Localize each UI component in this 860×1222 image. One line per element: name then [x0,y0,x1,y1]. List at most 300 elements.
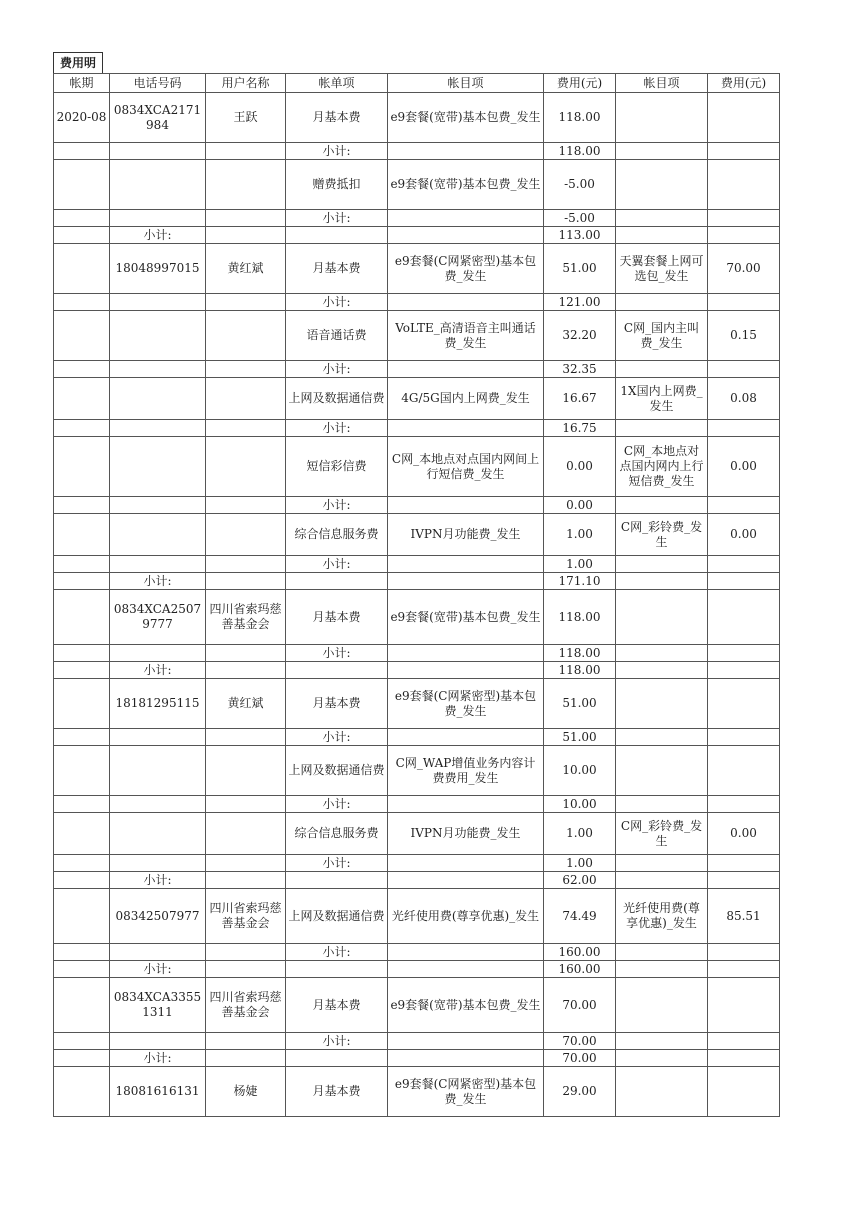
empty-cell [110,855,206,872]
cell-fee: 0.00 [544,437,616,497]
cell-fee: 29.00 [544,1067,616,1117]
cell-fee: 51.00 [544,679,616,729]
cell-account-item: e9套餐(宽带)基本包费_发生 [388,93,544,143]
empty-cell [206,944,286,961]
cell-user [206,514,286,556]
cell-account-item-2 [616,679,708,729]
empty-cell [708,227,780,244]
table-row [54,813,780,855]
total-row [54,1050,780,1067]
empty-cell [708,556,780,573]
cell-phone [110,378,206,420]
cell-phone [110,746,206,796]
table-row [54,889,780,944]
subtotal-row [54,944,780,961]
subtotal-amount: 10.00 [544,796,616,813]
cell-account-item-2 [616,1067,708,1117]
empty-cell [708,1050,780,1067]
table-row [54,244,780,294]
cell-period [54,311,110,361]
subtotal-amount: 51.00 [544,729,616,746]
cell-user: 四川省索玛慈善基金会 [206,889,286,944]
cell-fee: 32.20 [544,311,616,361]
empty-cell [616,662,708,679]
cell-bill-item: 月基本费 [286,679,388,729]
total-amount: 62.00 [544,872,616,889]
cell-period [54,514,110,556]
cell-bill-item: 上网及数据通信费 [286,746,388,796]
cell-fee-2 [708,978,780,1033]
cell-fee-2: 0.00 [708,437,780,497]
empty-cell [206,796,286,813]
empty-cell [708,420,780,437]
empty-cell [616,143,708,160]
empty-cell [616,573,708,590]
empty-cell [206,872,286,889]
table-row [54,160,780,210]
subtotal-amount: 1.00 [544,556,616,573]
cell-account-item-2 [616,746,708,796]
col-header-bill-item: 帐单项 [286,74,388,93]
subtotal-amount: 0.00 [544,497,616,514]
cell-fee-2: 85.51 [708,889,780,944]
empty-cell [54,796,110,813]
empty-cell [616,497,708,514]
total-amount: 171.10 [544,573,616,590]
empty-cell [708,944,780,961]
empty-cell [54,294,110,311]
cell-phone: 0834XCA25079777 [110,590,206,645]
cell-account-item-2: C网_彩铃费_发生 [616,514,708,556]
total-label: 小计: [110,227,206,244]
empty-cell [616,729,708,746]
empty-cell [54,1033,110,1050]
subtotal-amount: 1.00 [544,855,616,872]
cell-fee: 74.49 [544,889,616,944]
empty-cell [616,872,708,889]
cell-fee-2: 0.00 [708,514,780,556]
empty-cell [708,573,780,590]
empty-cell [110,210,206,227]
empty-cell [388,1050,544,1067]
empty-cell [110,420,206,437]
empty-cell [110,294,206,311]
subtotal-label: 小计: [286,361,388,378]
empty-cell [206,420,286,437]
cell-account-item-2 [616,590,708,645]
subtotal-label: 小计: [286,796,388,813]
cell-account-item: C网_本地点对点国内网间上行短信费_发生 [388,437,544,497]
empty-cell [388,872,544,889]
empty-cell [616,645,708,662]
subtotal-amount: 32.35 [544,361,616,378]
empty-cell [708,1033,780,1050]
col-header-user: 用户名称 [206,74,286,93]
empty-cell [388,944,544,961]
cell-bill-item: 上网及数据通信费 [286,378,388,420]
subtotal-label: 小计: [286,944,388,961]
subtotal-label: 小计: [286,420,388,437]
empty-cell [54,961,110,978]
total-amount: 70.00 [544,1050,616,1067]
empty-cell [286,227,388,244]
table-row [54,311,780,361]
cell-fee-2 [708,679,780,729]
cell-fee-2: 0.08 [708,378,780,420]
empty-cell [54,210,110,227]
empty-cell [708,645,780,662]
cell-user [206,746,286,796]
cell-bill-item: 月基本费 [286,978,388,1033]
empty-cell [286,1050,388,1067]
empty-cell [388,1033,544,1050]
cell-period [54,813,110,855]
empty-cell [54,143,110,160]
empty-cell [616,556,708,573]
cell-phone: 18081616131 [110,1067,206,1117]
empty-cell [388,573,544,590]
empty-cell [286,872,388,889]
subtotal-row [54,1033,780,1050]
subtotal-label: 小计: [286,729,388,746]
empty-cell [616,1033,708,1050]
cell-account-item-2: 光纤使用费(尊享优惠)_发生 [616,889,708,944]
empty-cell [206,497,286,514]
subtotal-label: 小计: [286,143,388,160]
empty-cell [388,961,544,978]
empty-cell [54,556,110,573]
cell-period [54,160,110,210]
empty-cell [54,662,110,679]
cell-user [206,378,286,420]
empty-cell [206,961,286,978]
cell-bill-item: 综合信息服务费 [286,514,388,556]
empty-cell [388,361,544,378]
cell-period [54,437,110,497]
subtotal-row [54,210,780,227]
cell-account-item: 光纤使用费(尊享优惠)_发生 [388,889,544,944]
cell-bill-item: 上网及数据通信费 [286,889,388,944]
cell-bill-item: 月基本费 [286,1067,388,1117]
empty-cell [388,796,544,813]
cell-fee: -5.00 [544,160,616,210]
total-amount: 160.00 [544,961,616,978]
table-row [54,514,780,556]
subtotal-label: 小计: [286,645,388,662]
cell-phone: 08342507977 [110,889,206,944]
subtotal-label: 小计: [286,497,388,514]
empty-cell [708,872,780,889]
col-header-account-item-2: 帐目项 [616,74,708,93]
section-title: 费用明 [53,52,103,73]
empty-cell [206,294,286,311]
empty-cell [110,497,206,514]
cell-fee: 1.00 [544,514,616,556]
total-label: 小计: [110,872,206,889]
cell-account-item: e9套餐(C网紧密型)基本包费_发生 [388,244,544,294]
empty-cell [616,961,708,978]
subtotal-row [54,556,780,573]
cell-period [54,244,110,294]
empty-cell [54,361,110,378]
empty-cell [616,227,708,244]
cell-account-item: e9套餐(宽带)基本包费_发生 [388,590,544,645]
empty-cell [388,227,544,244]
cell-phone [110,311,206,361]
cell-account-item-2: 天翼套餐上网可选包_发生 [616,244,708,294]
cell-user [206,813,286,855]
cell-bill-item: 赠费抵扣 [286,160,388,210]
empty-cell [110,1033,206,1050]
subtotal-row [54,855,780,872]
empty-cell [110,143,206,160]
empty-cell [54,729,110,746]
empty-cell [206,556,286,573]
cell-period [54,378,110,420]
empty-cell [388,729,544,746]
empty-cell [54,227,110,244]
cell-user: 黄红斌 [206,679,286,729]
empty-cell [388,645,544,662]
cell-user: 王跃 [206,93,286,143]
cell-user [206,437,286,497]
col-header-fee: 费用(元) [544,74,616,93]
empty-cell [54,855,110,872]
table-row [54,93,780,143]
table-row [54,437,780,497]
cell-phone [110,160,206,210]
subtotal-amount: 121.00 [544,294,616,311]
subtotal-row [54,497,780,514]
cell-bill-item: 综合信息服务费 [286,813,388,855]
empty-cell [388,210,544,227]
col-header-phone: 电话号码 [110,74,206,93]
cell-bill-item: 短信彩信费 [286,437,388,497]
subtotal-amount: -5.00 [544,210,616,227]
empty-cell [206,227,286,244]
cell-phone [110,437,206,497]
empty-cell [616,210,708,227]
cell-user: 杨婕 [206,1067,286,1117]
subtotal-label: 小计: [286,210,388,227]
empty-cell [616,1050,708,1067]
cell-period [54,590,110,645]
cell-phone [110,813,206,855]
subtotal-row [54,729,780,746]
empty-cell [708,143,780,160]
cell-fee-2 [708,93,780,143]
empty-cell [708,361,780,378]
cell-account-item: IVPN月功能费_发生 [388,813,544,855]
empty-cell [616,420,708,437]
cell-user [206,311,286,361]
cell-fee: 51.00 [544,244,616,294]
empty-cell [616,855,708,872]
header-row [54,74,780,93]
cell-fee: 16.67 [544,378,616,420]
cell-account-item: e9套餐(C网紧密型)基本包费_发生 [388,679,544,729]
subtotal-amount: 70.00 [544,1033,616,1050]
subtotal-label: 小计: [286,294,388,311]
subtotal-row [54,645,780,662]
subtotal-label: 小计: [286,556,388,573]
cell-user: 四川省索玛慈善基金会 [206,978,286,1033]
empty-cell [206,573,286,590]
empty-cell [708,294,780,311]
subtotal-label: 小计: [286,855,388,872]
cell-user: 黄红斌 [206,244,286,294]
empty-cell [54,944,110,961]
cell-account-item: IVPN月功能费_发生 [388,514,544,556]
total-row [54,872,780,889]
empty-cell [54,1050,110,1067]
cell-user: 四川省索玛慈善基金会 [206,590,286,645]
cell-phone: 18048997015 [110,244,206,294]
total-label: 小计: [110,573,206,590]
subtotal-amount: 160.00 [544,944,616,961]
cell-period [54,746,110,796]
table-row [54,1067,780,1117]
empty-cell [286,961,388,978]
empty-cell [110,645,206,662]
col-header-fee-2: 费用(元) [708,74,780,93]
empty-cell [388,662,544,679]
cell-fee-2: 0.15 [708,311,780,361]
cell-account-item-2 [616,160,708,210]
cell-fee: 118.00 [544,93,616,143]
empty-cell [54,872,110,889]
subtotal-amount: 118.00 [544,645,616,662]
total-amount: 118.00 [544,662,616,679]
total-row [54,227,780,244]
cell-fee: 1.00 [544,813,616,855]
cell-account-item: 4G/5G国内上网费_发生 [388,378,544,420]
cell-fee: 10.00 [544,746,616,796]
cell-account-item: e9套餐(宽带)基本包费_发生 [388,160,544,210]
empty-cell [206,210,286,227]
empty-cell [616,361,708,378]
cell-period [54,978,110,1033]
cell-period: 2020-08 [54,93,110,143]
subtotal-row [54,420,780,437]
cell-period [54,889,110,944]
cell-account-item-2: C网_本地点对点国内网内上行短信费_发生 [616,437,708,497]
cell-account-item: e9套餐(C网紧密型)基本包费_发生 [388,1067,544,1117]
subtotal-row [54,796,780,813]
cell-fee: 118.00 [544,590,616,645]
cell-account-item-2 [616,978,708,1033]
subtotal-row [54,294,780,311]
empty-cell [708,855,780,872]
empty-cell [708,961,780,978]
cell-fee-2 [708,160,780,210]
total-row [54,662,780,679]
cell-account-item-2 [616,93,708,143]
empty-cell [110,361,206,378]
empty-cell [110,796,206,813]
empty-cell [110,556,206,573]
empty-cell [54,645,110,662]
empty-cell [206,662,286,679]
cell-user [206,160,286,210]
empty-cell [286,573,388,590]
empty-cell [54,420,110,437]
cell-fee-2 [708,1067,780,1117]
cell-phone [110,514,206,556]
table-row [54,746,780,796]
empty-cell [54,497,110,514]
empty-cell [388,855,544,872]
table-row [54,978,780,1033]
cell-period [54,679,110,729]
cell-phone: 0834XCA2171984 [110,93,206,143]
cell-fee: 70.00 [544,978,616,1033]
empty-cell [708,497,780,514]
cell-account-item-2: C网_国内主叫费_发生 [616,311,708,361]
col-header-account-item: 帐目项 [388,74,544,93]
cell-bill-item: 月基本费 [286,93,388,143]
cell-bill-item: 语音通话费 [286,311,388,361]
empty-cell [206,729,286,746]
empty-cell [206,1050,286,1067]
cell-fee-2: 70.00 [708,244,780,294]
subtotal-amount: 16.75 [544,420,616,437]
cell-bill-item: 月基本费 [286,244,388,294]
table-row [54,378,780,420]
empty-cell [388,556,544,573]
subtotal-label: 小计: [286,1033,388,1050]
empty-cell [388,497,544,514]
total-row [54,573,780,590]
empty-cell [388,420,544,437]
empty-cell [206,855,286,872]
col-header-period: 帐期 [54,74,110,93]
empty-cell [708,662,780,679]
table-row [54,679,780,729]
empty-cell [616,944,708,961]
cell-fee-2 [708,590,780,645]
empty-cell [708,729,780,746]
cell-account-item-2: 1X国内上网费_发生 [616,378,708,420]
empty-cell [286,662,388,679]
cell-period [54,1067,110,1117]
empty-cell [616,294,708,311]
empty-cell [54,573,110,590]
cell-phone: 18181295115 [110,679,206,729]
subtotal-row [54,143,780,160]
cell-account-item: C网_WAP增值业务内容计费费用_发生 [388,746,544,796]
table-body [54,93,780,1117]
empty-cell [206,361,286,378]
cell-account-item: e9套餐(宽带)基本包费_发生 [388,978,544,1033]
cell-account-item-2: C网_彩铃费_发生 [616,813,708,855]
subtotal-amount: 118.00 [544,143,616,160]
total-label: 小计: [110,1050,206,1067]
cell-bill-item: 月基本费 [286,590,388,645]
empty-cell [708,210,780,227]
table-row [54,590,780,645]
empty-cell [708,796,780,813]
cell-fee-2: 0.00 [708,813,780,855]
empty-cell [616,796,708,813]
cell-account-item: VoLTE_高清语音主叫通话费_发生 [388,311,544,361]
empty-cell [206,1033,286,1050]
empty-cell [206,143,286,160]
subtotal-row [54,361,780,378]
empty-cell [206,645,286,662]
empty-cell [110,944,206,961]
empty-cell [388,143,544,160]
